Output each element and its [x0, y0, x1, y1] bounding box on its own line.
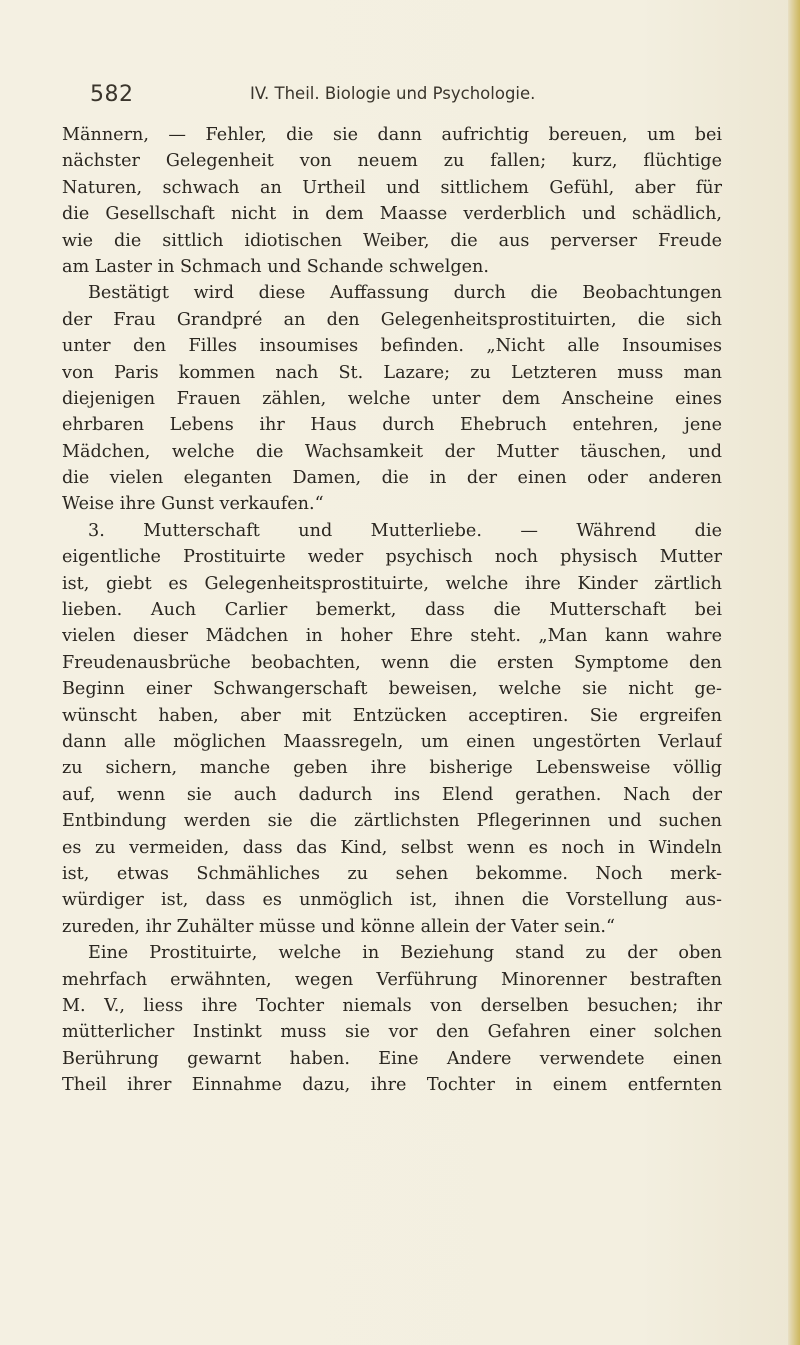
text-line: nächster Gelegenheit von neuem zu fallen; kurz, flüchtige: [62, 151, 722, 172]
page-edge: [788, 0, 800, 1345]
text-line: Entbindung werden sie die zärtlichsten Pflegerinnen und suchen: [62, 811, 722, 832]
text-line: zureden, ihr Zuhälter müsse und könne allein der Vater sein.“: [62, 916, 616, 937]
page-header: [90, 80, 730, 114]
text-line: Bestätigt wird diese Auffassung durch die Beobachtungen: [88, 283, 722, 304]
text-line: auf, wenn sie auch dadurch ins Elend gerathen. Nach der: [62, 784, 722, 805]
text-line: es zu vermeiden, dass das Kind, selbst wenn es noch in Windeln: [62, 837, 722, 858]
text-line: mütterlicher Instinkt muss sie vor den Gefahren einer solchen: [62, 1022, 722, 1043]
text-line: Freudenausbrüche beobachten, wenn die ersten Symptome den: [62, 652, 722, 673]
text-line: eigentliche Prostituirte weder psychisch noch physisch Mutter: [62, 547, 722, 568]
text-line: die Gesellschaft nicht in dem Maasse verderblich und schädlich,: [62, 204, 722, 225]
text-line: unter den Filles insoumises befinden. „Nicht alle Insoumises: [62, 336, 722, 357]
text-line: die vielen eleganten Damen, die in der einen oder anderen: [62, 468, 722, 489]
text-line: wünscht haben, aber mit Entzücken acceptiren. Sie ergreifen: [62, 705, 722, 726]
text-line: M. V., liess ihre Tochter niemals von derselben besuchen; ihr: [62, 995, 722, 1016]
running-head: IV. Theil. Biologie und Psychologie.: [250, 84, 536, 103]
text-line: von Paris kommen nach St. Lazare; zu Letzteren muss man: [62, 362, 722, 383]
text-line: zu sichern, manche geben ihre bisherige Lebensweise völlig: [62, 758, 722, 779]
page-number: 582: [90, 82, 134, 107]
text-line: ehrbaren Lebens ihr Haus durch Ehebruch entehren, jene: [62, 415, 722, 436]
text-line: Naturen, schwach an Urtheil und sittlichem Gefühl, aber für: [62, 177, 722, 198]
text-line: Beginn einer Schwangerschaft beweisen, welche sie nicht ge-: [62, 679, 722, 700]
text-line: am Laster in Schmach und Schande schwelgen.: [62, 256, 489, 277]
text-line: Männern, — Fehler, die sie dann aufrichtig bereuen, um bei: [62, 125, 722, 145]
text-line: würdiger ist, dass es unmöglich ist, ihnen die Vorstellung aus-: [62, 890, 722, 911]
text-line: vielen dieser Mädchen in hoher Ehre steht. „Man kann wahre: [62, 626, 722, 647]
text-line: ist, giebt es Gelegenheitsprostituirte, welche ihre Kinder zärtlich: [62, 573, 722, 594]
text-line: mehrfach erwähnten, wegen Verführung Minorenner bestraften: [62, 969, 722, 990]
text-line: Theil ihrer Einnahme dazu, ihre Tochter in einem entfernten: [62, 1075, 722, 1096]
text-line: 3. Mutterschaft und Mutterliebe. — Während die: [88, 520, 722, 541]
text-line: Eine Prostituirte, welche in Beziehung stand zu der oben: [88, 943, 722, 964]
text-line: lieben. Auch Carlier bemerkt, dass die Mutterschaft bei: [62, 600, 722, 621]
text-line: dann alle möglichen Maassregeln, um einen ungestörten Verlauf: [62, 731, 722, 752]
text-line: Mädchen, welche die Wachsamkeit der Mutter täuschen, und: [62, 441, 722, 462]
text-line: ist, etwas Schmähliches zu sehen bekomme. Noch merk-: [62, 863, 722, 884]
body-text: [62, 122, 722, 1098]
text-line: diejenigen Frauen zählen, welche unter dem Anscheine eines: [62, 388, 722, 409]
text-line: Berührung gewarnt haben. Eine Andere verwendete einen: [62, 1048, 722, 1069]
text-line: der Frau Grandpré an den Gelegenheitsprostituirten, die sich: [62, 309, 722, 330]
text-line: wie die sittlich idiotischen Weiber, die aus perverser Freude: [62, 230, 722, 251]
text-line: Weise ihre Gunst verkaufen.“: [62, 494, 324, 515]
